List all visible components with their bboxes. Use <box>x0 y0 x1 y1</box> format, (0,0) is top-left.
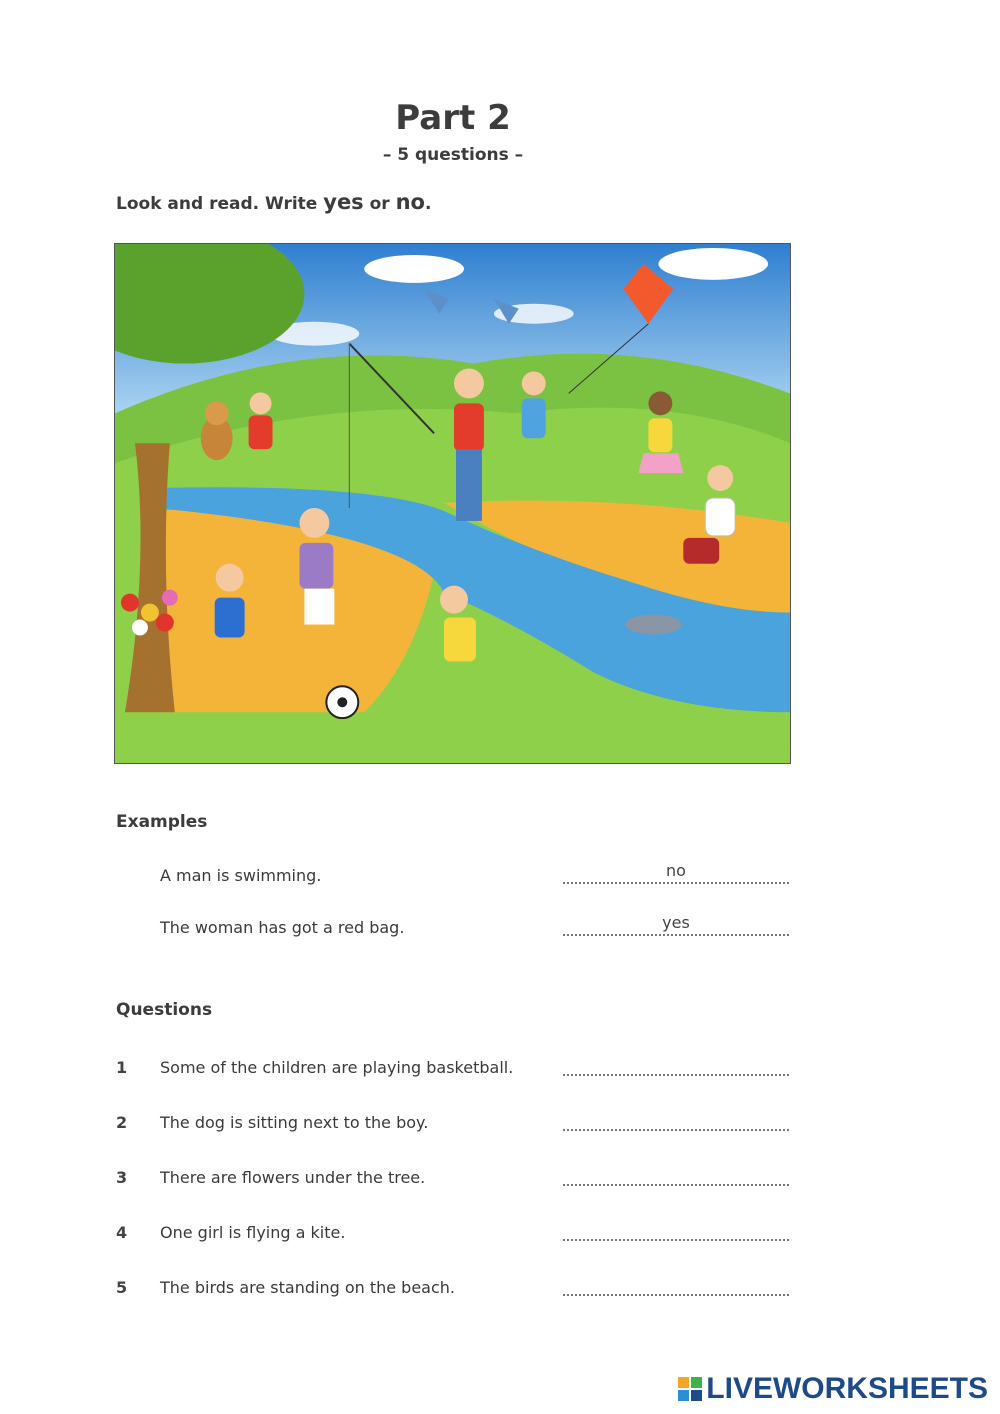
question-sentence: The birds are standing on the beach. <box>160 1278 456 1297</box>
girl-yellow-shirt <box>444 618 476 662</box>
example-answer: yes <box>662 913 690 932</box>
question-number: 5 <box>116 1278 128 1297</box>
fisherman-shirt <box>454 403 484 451</box>
boy-purple-shorts <box>304 589 334 625</box>
rock-in-river <box>625 615 681 635</box>
girl-yellow-head <box>440 586 468 614</box>
instruction-suffix: . <box>424 194 432 214</box>
page-title: Part 2 <box>395 98 511 138</box>
boy-sitting-head <box>250 392 272 414</box>
question-sentence: Some of the children are playing basketball. <box>160 1058 514 1077</box>
answer-dotted-line <box>563 934 789 936</box>
answer-field[interactable] <box>563 1239 789 1241</box>
boy-purple-shirt <box>299 543 333 589</box>
instruction-yes-word: yes <box>323 190 364 214</box>
woman <box>705 498 735 536</box>
example-row <box>116 913 790 948</box>
liveworksheets-logo[interactable] <box>678 1372 988 1406</box>
fisherman-head <box>454 369 484 399</box>
instruction-no-word: no <box>395 190 425 214</box>
example-row <box>116 861 790 896</box>
question-number: 1 <box>116 1058 128 1077</box>
answer-field[interactable] <box>563 1074 789 1076</box>
example-sentence: The woman has got a red bag. <box>160 918 405 937</box>
answer-field[interactable] <box>563 1129 789 1131</box>
answer-field[interactable] <box>563 1184 789 1186</box>
fisherman-trousers <box>456 449 482 521</box>
red-bag <box>683 538 719 564</box>
football-patch <box>337 697 347 707</box>
questions-heading: Questions <box>116 1000 213 1020</box>
example-sentence: A man is swimming. <box>160 866 322 885</box>
dancing-girl-skirt <box>638 453 683 473</box>
example-answer: no <box>666 861 686 880</box>
dancing-girl-shirt <box>648 418 672 452</box>
question-number: 3 <box>116 1168 128 1187</box>
boy-purple-head <box>299 508 329 538</box>
park-scene-illustration <box>114 243 791 764</box>
dancing-girl-head <box>648 391 672 415</box>
woman-head <box>707 465 733 491</box>
answer-dotted-line <box>563 882 789 884</box>
question-row <box>116 1223 790 1253</box>
question-sentence: There are flowers under the tree. <box>160 1168 426 1187</box>
question-row <box>116 1168 790 1198</box>
boy-sitting <box>249 415 273 449</box>
page-subtitle: – 5 questions – <box>382 145 524 165</box>
boy-blue-shirt <box>215 598 245 638</box>
instruction <box>116 190 431 214</box>
liveworksheets-brand: LIVEWORKSHEETS <box>706 1372 988 1405</box>
question-sentence: The dog is sitting next to the boy. <box>160 1113 429 1132</box>
question-row <box>116 1113 790 1143</box>
question-row <box>116 1058 790 1088</box>
kite-child <box>522 398 546 438</box>
examples-heading: Examples <box>116 812 208 832</box>
instruction-middle: or <box>363 194 396 214</box>
boy-blue-head <box>216 564 244 592</box>
answer-field[interactable] <box>563 1294 789 1296</box>
liveworksheets-icon <box>678 1377 702 1401</box>
kite-child-head <box>522 372 546 396</box>
question-sentence: One girl is flying a kite. <box>160 1223 346 1242</box>
instruction-prefix: Look and read. Write <box>116 194 324 214</box>
dog-head <box>205 401 229 425</box>
park-scene-drawing <box>115 244 790 763</box>
question-number: 2 <box>116 1113 128 1132</box>
question-number: 4 <box>116 1223 128 1242</box>
question-row <box>116 1278 790 1308</box>
